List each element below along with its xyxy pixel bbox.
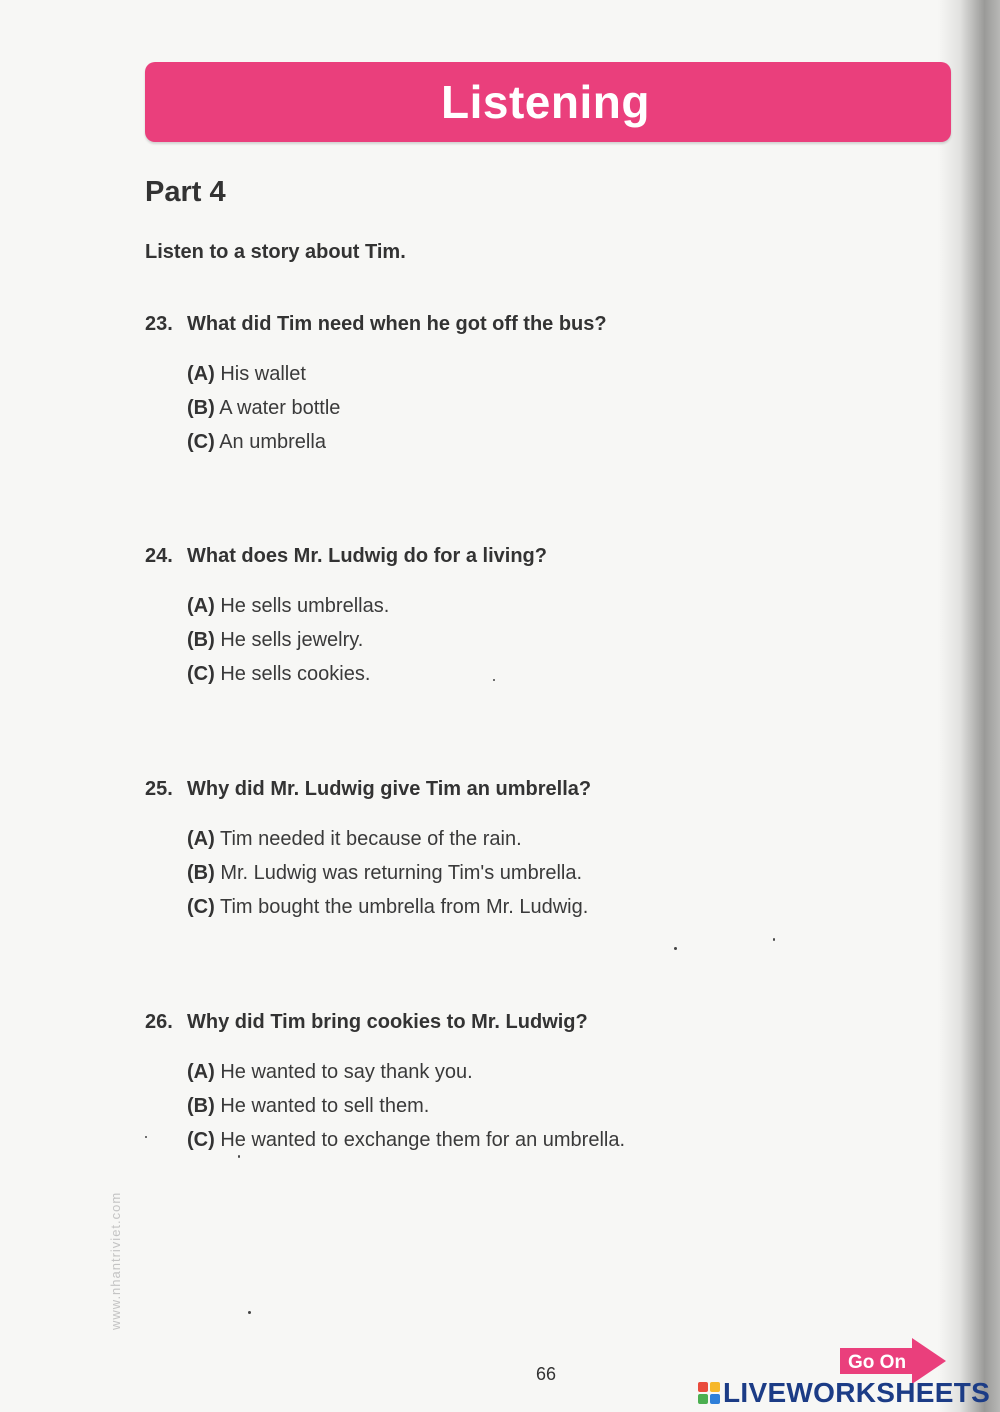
question-prompt: Why did Mr. Ludwig give Tim an umbrella? <box>187 778 592 800</box>
option-letter: (B) <box>187 629 215 651</box>
question-25 <box>145 774 905 924</box>
option-list <box>187 822 905 924</box>
option-letter: (C) <box>187 663 215 685</box>
option-letter: (B) <box>187 862 215 884</box>
publisher-watermark: www.nhantriviet.com <box>108 1191 123 1330</box>
option-letter: (A) <box>187 1061 215 1083</box>
option-letter: (C) <box>187 896 215 918</box>
option-a[interactable] <box>187 589 905 623</box>
option-letter: (B) <box>187 397 215 419</box>
option-text: He sells jewelry. <box>220 629 364 651</box>
question-number: 25. <box>145 778 173 800</box>
question-26 <box>145 1007 905 1157</box>
option-text: Tim bought the umbrella from Mr. Ludwig. <box>219 896 589 918</box>
option-b[interactable] <box>187 856 905 890</box>
option-letter: (A) <box>187 828 215 850</box>
scan-speck <box>493 679 495 681</box>
question-text <box>145 774 905 804</box>
question-23 <box>145 309 905 459</box>
option-b[interactable] <box>187 623 905 657</box>
option-letter: (C) <box>187 431 215 453</box>
question-number: 23. <box>145 313 173 335</box>
question-text <box>145 1007 905 1037</box>
option-text: Tim needed it because of the rain. <box>219 828 522 850</box>
option-text: A water bottle <box>219 397 341 419</box>
option-letter: (C) <box>187 1129 215 1151</box>
option-text: His wallet <box>220 363 306 385</box>
scan-speck <box>248 1311 251 1314</box>
question-24 <box>145 541 905 691</box>
option-b[interactable] <box>187 1089 905 1123</box>
question-number: 26. <box>145 1011 173 1033</box>
liveworksheets-icon <box>698 1382 720 1404</box>
option-letter: (B) <box>187 1095 215 1117</box>
instruction-text: Listen to a story about Tim. <box>145 241 406 263</box>
option-text: Mr. Ludwig was returning Tim's umbrella. <box>220 862 583 884</box>
scan-speck <box>773 938 775 941</box>
question-prompt: What did Tim need when he got off the bus? <box>187 313 607 335</box>
page-edge-shadow <box>938 0 1000 1412</box>
option-a[interactable] <box>187 1055 905 1089</box>
scan-speck <box>674 947 677 950</box>
liveworksheets-logo[interactable] <box>698 1376 990 1410</box>
option-text: An umbrella <box>219 431 326 453</box>
option-list <box>187 589 905 691</box>
option-list <box>187 1055 905 1157</box>
option-c[interactable] <box>187 657 905 691</box>
scan-speck <box>238 1155 240 1158</box>
option-text: He wanted to sell them. <box>220 1095 430 1117</box>
question-number: 24. <box>145 545 173 567</box>
go-on-label: Go On <box>848 1352 907 1373</box>
page-number: 66 <box>536 1364 557 1384</box>
option-list <box>187 357 905 459</box>
question-prompt: Why did Tim bring cookies to Mr. Ludwig? <box>187 1011 588 1033</box>
part-heading: Part 4 <box>145 176 226 208</box>
option-a[interactable] <box>187 822 905 856</box>
option-text: He wanted to say thank you. <box>220 1061 473 1083</box>
option-b[interactable] <box>187 391 905 425</box>
option-text: He sells umbrellas. <box>220 595 390 617</box>
brand-name: LIVEWORKSHEETS <box>723 1377 991 1408</box>
option-letter: (A) <box>187 595 215 617</box>
question-text <box>145 541 905 571</box>
option-text: He wanted to exchange them for an umbrella. <box>220 1129 626 1151</box>
question-prompt: What does Mr. Ludwig do for a living? <box>187 545 547 567</box>
option-c[interactable] <box>187 425 905 459</box>
scan-speck <box>145 1136 147 1138</box>
option-a[interactable] <box>187 357 905 391</box>
option-letter: (A) <box>187 363 215 385</box>
option-text: He sells cookies. <box>220 663 371 685</box>
question-text <box>145 309 905 339</box>
page-title: Listening <box>441 76 650 128</box>
option-c[interactable] <box>187 890 905 924</box>
section-banner <box>145 62 951 142</box>
option-c[interactable] <box>187 1123 905 1157</box>
